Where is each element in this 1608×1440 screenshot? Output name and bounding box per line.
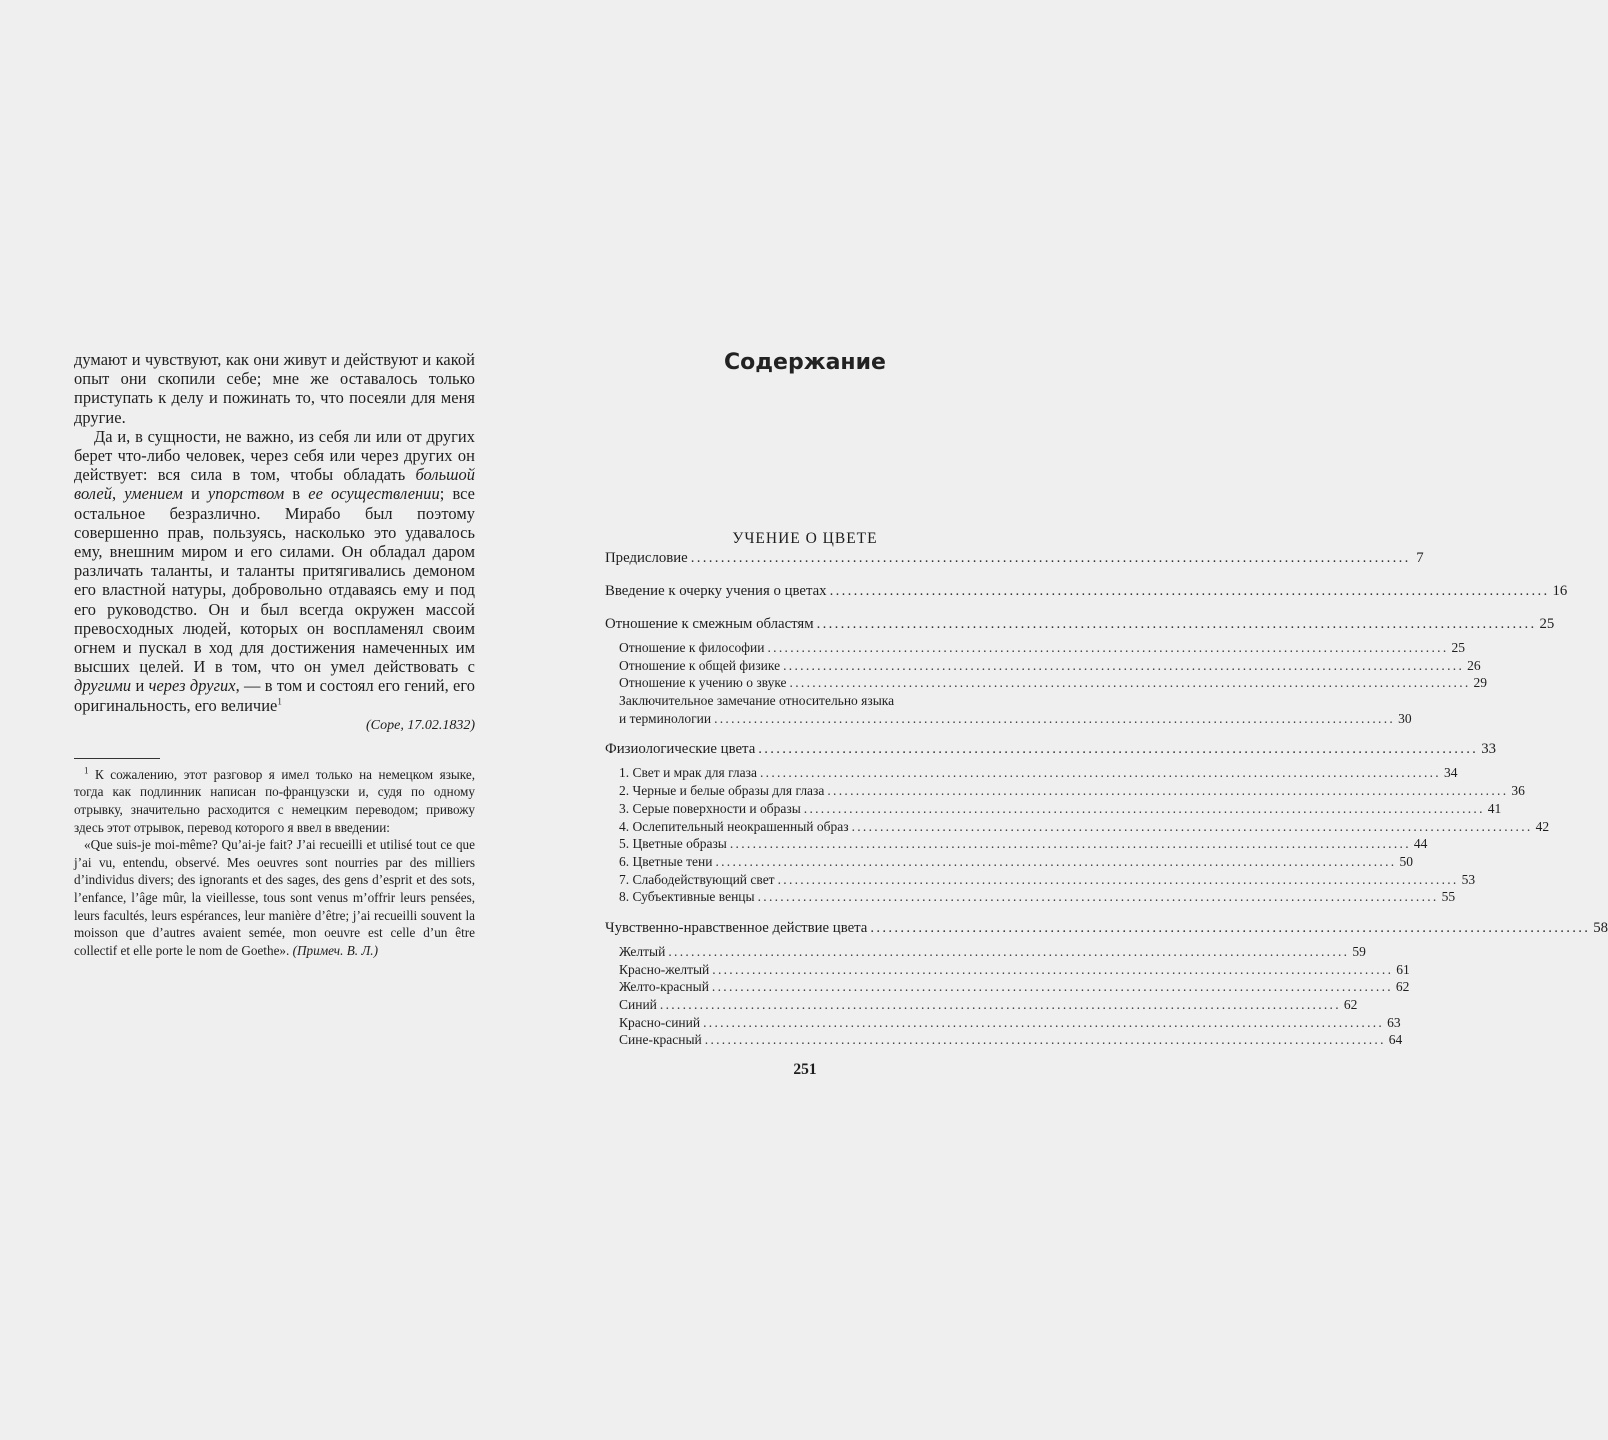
toc-subentry[interactable]: Желтый ........................................................................................................................ 59 <box>619 943 1366 959</box>
toc-entry[interactable]: Предисловие ........................................................................................................................ 7 <box>605 550 1424 566</box>
footnote-quote: «Que suis-je moi-même? Qu’ai-je fait? J’ai recueilli et utilisé tout ce que j’ai vu, entendu, observé. Mes oeuvres sont nourries par des milliers d’individus divers; des ignorants et des sages, des gens d’esprit et des sots, l’enfance, l’âge mûr, la vieillesse, tous sont venus m’offrir leurs pensées, leurs facultés, leurs espérances, leur manière d’être; j’ai recueilli souvent la moisson que d’autres avaient semée, mon oeuvre est celle d’un être collectif et elle porte le nom de Goethe». (Примеч. В. Л.) <box>74 837 475 958</box>
paragraph-2: Да и, в сущности, не важно, из себя ли или от других берет что-либо человек, через себя или через других он действует: вся сила в том, чтобы обладать большой волей, умением и упорством в ее осуществлении; все остальное безразлично. Мирабо был поэтому совершенно прав, пользуясь, насколько это удавалось ему, внешним миром и его силами. Он обладал даром различать таланты, и таланты притягивались демоном его властной натуры, добровольно отдаваясь ему и под его руководство. Он и был всегда окружен массой превосходных людей, которых он воспламенял своим огнем и пускал в ход для достижения намеченных им высших целей. И в том, что он умел действовать с другими и через других, — в том и состоял его гений, его оригинальность, его величие$^1$ <box>74 426 475 715</box>
toc-subentry-line1[interactable]: Заключительное замечание относительно языка <box>619 693 895 709</box>
toc-subentry[interactable]: Красно-желтый ........................................................................................................................ 61 <box>619 961 1410 977</box>
toc-subentry[interactable]: 1. Свет и мрак для глаза ........................................................................................................................ 34 <box>619 765 1458 781</box>
toc-entry[interactable]: Чувственно-нравственное действие цвета ........................................................................................................................ 58 <box>605 919 1608 936</box>
toc-subentry[interactable]: 3. Серые поверхности и образы ........................................................................................................................ 41 <box>619 800 1502 816</box>
page-number: 251 <box>793 1061 817 1079</box>
toc-subentry[interactable]: Отношение к философии ........................................................................................................................ 25 <box>619 640 1465 655</box>
page-title: Содержание <box>724 350 886 375</box>
toc-subentry[interactable]: и терминологии ........................................................................................................................ 30 <box>619 710 1412 726</box>
toc-subentry[interactable]: Отношение к учению о звуке ........................................................................................................................ 29 <box>619 675 1488 691</box>
right-page <box>605 345 1608 1079</box>
toc-subentry[interactable]: Красно-синий ........................................................................................................................ 63 <box>619 1014 1401 1030</box>
toc-subentry[interactable]: 5. Цветные образы ........................................................................................................................ 44 <box>619 836 1428 852</box>
footnote-1: $^1$ К сожалению, этот разговор я имел только на немецком языке, тогда как подлинник написан по-французски и, судя по одному отрывку, значительно расходится с немецким переводом; привожу здесь этот отрывок, перевод которого я ввел в введении: <box>74 765 475 835</box>
source-citation: (Соре, 17.02.1832) <box>366 717 475 733</box>
left-page <box>74 350 475 959</box>
toc-subentry[interactable]: Отношение к общей физике ........................................................................................................................ 26 <box>619 657 1481 673</box>
footnote-mark[interactable]: 1 <box>277 696 282 707</box>
paragraph-1: думают и чувствуют, как они живут и действуют и какой опыт они скопили себе; мне же оставалось только приступать к делу и пожинать то, что посеяли для меня другие. <box>74 350 475 427</box>
toc-entry[interactable]: Физиологические цвета ........................................................................................................................ 33 <box>605 741 1496 758</box>
footnote-divider <box>74 758 160 759</box>
toc-subentry[interactable]: 2. Черные и белые образы для глаза ........................................................................................................................ 36 <box>619 783 1525 799</box>
toc-entry[interactable]: Отношение к смежным областям ........................................................................................................................ 25 <box>605 616 1555 632</box>
toc-subentry[interactable]: Сине-красный ........................................................................................................................ 64 <box>619 1032 1403 1048</box>
toc-section-heading: УЧЕНИЕ О ЦВЕТЕ <box>732 530 878 547</box>
toc-subentry[interactable]: 6. Цветные тени ........................................................................................................................ 50 <box>619 853 1413 869</box>
toc-entry[interactable]: Введение к очерку учения о цветах ........................................................................................................................ 16 <box>605 583 1568 599</box>
toc-subentry[interactable]: 7. Слабодействующий свет ........................................................................................................................ 53 <box>619 871 1476 887</box>
toc-subentry[interactable]: 4. Ослепительный неокрашенный образ ........................................................................................................................ 42 <box>619 818 1550 834</box>
toc-subentry[interactable]: Желто-красный ........................................................................................................................ 62 <box>619 979 1410 995</box>
toc-subentry[interactable]: 8. Субъективные венцы ........................................................................................................................ 55 <box>619 889 1456 905</box>
toc-subentry[interactable]: Синий ........................................................................................................................ 62 <box>619 997 1358 1012</box>
